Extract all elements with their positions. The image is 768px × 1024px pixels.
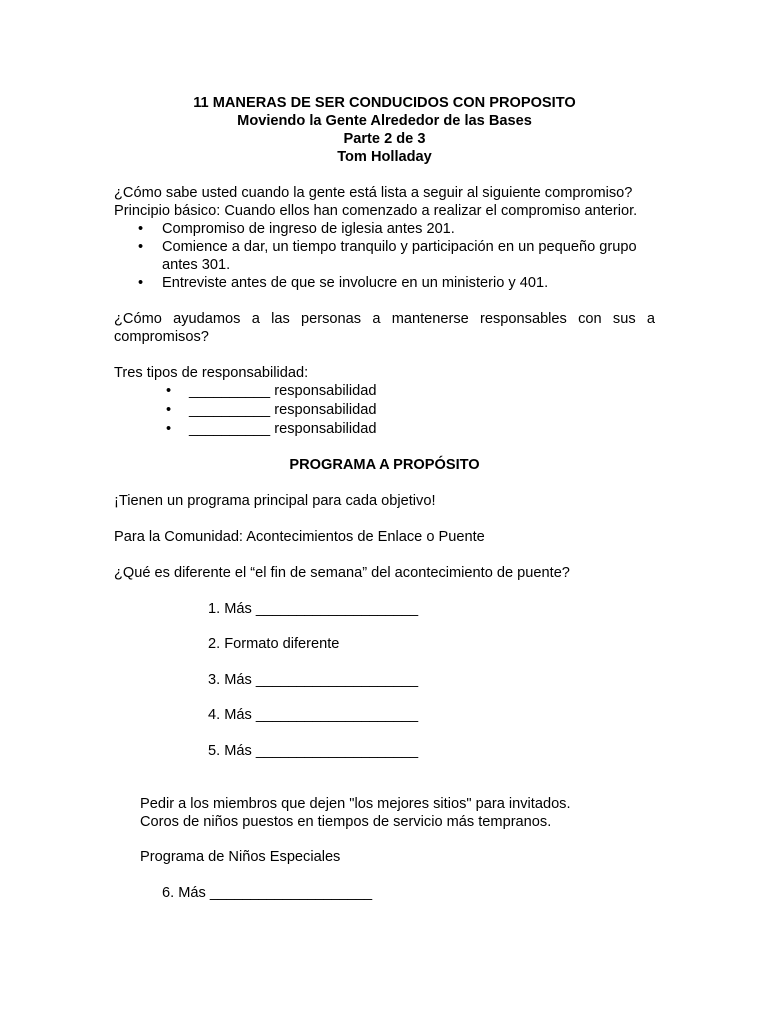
community-label: Para la Comunidad: Acontecimientos de Enlace o Puente bbox=[114, 529, 485, 545]
list-item: 3. Más ____________________ bbox=[208, 672, 419, 688]
bridge-question: ¿Qué es diferente el “el fin de semana” del acontecimiento de puente? bbox=[114, 565, 570, 581]
list-item: • __________ responsabilidad bbox=[114, 420, 655, 439]
numbered-list bbox=[114, 600, 655, 760]
list-item: • Comience a dar, un tiempo tranquilo y participación en un pequeño grupo antes 301. bbox=[114, 238, 655, 274]
notes-section bbox=[114, 795, 655, 866]
commitments-list bbox=[114, 220, 655, 292]
special-program: Programa de Niños Especiales bbox=[140, 849, 341, 865]
list-item-6: 6. Más ____________________ bbox=[162, 885, 373, 901]
accountability-question: ¿Cómo ayudamos a las personas a mantenerse responsables con sus a compromisos? bbox=[114, 311, 655, 345]
intro-section bbox=[114, 184, 655, 220]
note-line: Coros de niños puestos en tiempos de servicio más tempranos. bbox=[140, 814, 552, 830]
document-title: 11 MANERAS DE SER CONDUCIDOS CON PROPOSITO bbox=[193, 95, 576, 111]
accountability-types-list bbox=[114, 382, 655, 439]
list-item: 4. Más ____________________ bbox=[208, 707, 419, 723]
author-name: Tom Holladay bbox=[337, 149, 432, 165]
list-item: • Compromiso de ingreso de iglesia antes 201. bbox=[114, 220, 655, 238]
section-heading: PROGRAMA A PROPÓSITO bbox=[289, 457, 480, 473]
accountability-types-label: Tres tipos de responsabilidad: bbox=[114, 365, 309, 381]
document-page bbox=[114, 94, 655, 902]
list-item: • __________ responsabilidad bbox=[114, 382, 655, 401]
part-label: Parte 2 de 3 bbox=[343, 131, 426, 147]
intro-question: ¿Cómo sabe usted cuando la gente está lista a seguir al siguiente compromiso? bbox=[114, 185, 633, 201]
list-item: • Entreviste antes de que se involucre en un ministerio y 401. bbox=[114, 274, 655, 292]
document-subtitle: Moviendo la Gente Alrededor de las Bases bbox=[237, 113, 532, 129]
list-item: 5. Más ____________________ bbox=[208, 743, 419, 759]
list-item: • __________ responsabilidad bbox=[114, 401, 655, 420]
basic-principle: Principio básico: Cuando ellos han comenzado a realizar el compromiso anterior. bbox=[114, 203, 638, 219]
note-line: Pedir a los miembros que dejen "los mejores sitios" para invitados. bbox=[140, 796, 571, 812]
program-statement: ¡Tienen un programa principal para cada objetivo! bbox=[114, 493, 436, 509]
list-item: 2. Formato diferente bbox=[208, 636, 340, 652]
document-header bbox=[114, 94, 655, 166]
list-item: 1. Más ____________________ bbox=[208, 601, 419, 617]
